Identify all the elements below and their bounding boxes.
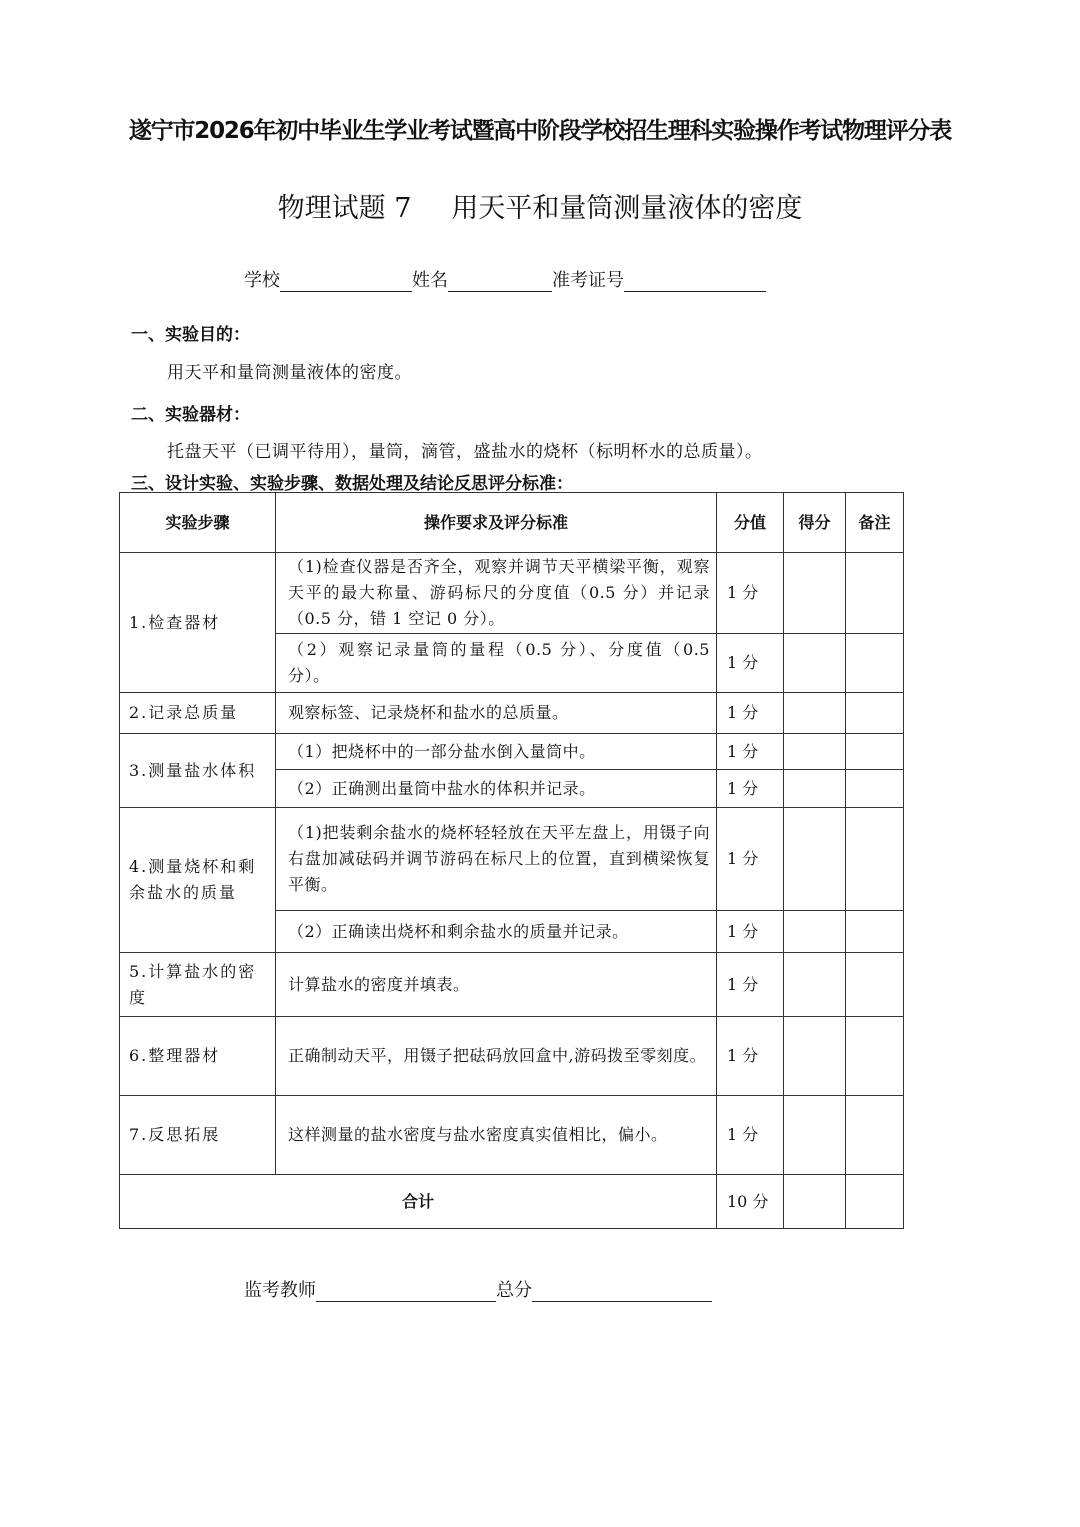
step-cell: 1.检查器材 [120,553,276,693]
header-remarks: 备注 [846,493,904,553]
requirement-cell: （1)把装剩余盐水的烧杯轻轻放在天平左盘上，用镊子向右盘加减砝码并调节游码在标尺上的位置，直到横梁恢复平衡。 [276,808,717,911]
points-cell: 1 分 [717,553,784,634]
points-cell: 1 分 [717,953,784,1017]
remarks-cell[interactable] [846,911,904,953]
step-cell: 5.计算盐水的密度 [120,953,276,1017]
score-cell[interactable] [784,911,846,953]
score-cell[interactable] [784,693,846,734]
equipment-text: 托盘天平（已调平待用），量筒，滴管，盛盐水的烧杯（标明杯水的总质量）。 [167,442,763,462]
table-row [120,808,904,911]
remarks-cell[interactable] [846,1017,904,1096]
remarks-cell[interactable] [846,953,904,1017]
equipment-heading: 二、实验器材： [131,405,250,425]
score-cell[interactable] [784,1017,846,1096]
requirement-cell: （2）正确测出量筒中盐水的体积并记录。 [276,770,717,808]
table-header-row [120,493,904,553]
purpose-heading: 一、实验目的： [131,325,250,345]
requirement-cell: 计算盐水的密度并填表。 [276,953,717,1017]
requirement-cell: （1）把烧杯中的一部分盐水倒入量筒中。 [276,734,717,770]
exam-subtitle [0,186,1080,225]
total-label: 合计 [120,1175,717,1229]
table-row [120,693,904,734]
remarks-cell[interactable] [846,1096,904,1175]
table-row [120,953,904,1017]
table-row [120,553,904,634]
total-points: 10 分 [717,1175,784,1229]
points-cell: 1 分 [717,770,784,808]
header-requirement: 操作要求及评分标准 [276,493,717,553]
header-points: 分值 [717,493,784,553]
score-cell[interactable] [784,953,846,1017]
requirement-cell: 这样测量的盐水密度与盐水密度真实值相比，偏小。 [276,1096,717,1175]
requirement-cell: 正确制动天平，用镊子把砝码放回盒中,游码拨至零刻度。 [276,1017,717,1096]
name-blank[interactable] [448,271,552,292]
points-cell: 1 分 [717,1017,784,1096]
proctor-blank[interactable] [316,1281,496,1302]
remarks-cell[interactable] [846,634,904,693]
step-cell: 7.反思拓展 [120,1096,276,1175]
points-cell: 1 分 [717,693,784,734]
total-score-blank[interactable] [532,1281,712,1302]
subtitle-topic: 用天平和量筒测量液体的密度 [451,193,803,224]
remarks-cell[interactable] [846,693,904,734]
remarks-cell[interactable] [846,808,904,911]
table-row [120,1017,904,1096]
requirement-cell: 观察标签、记录烧杯和盐水的总质量。 [276,693,717,734]
total-score-cell[interactable] [784,1175,846,1229]
exam-id-blank[interactable] [624,271,766,292]
scoring-table [119,492,904,1229]
remarks-cell[interactable] [846,553,904,634]
exam-id-label: 准考证号 [552,270,624,291]
points-cell: 1 分 [717,634,784,693]
table-row [120,734,904,770]
subtitle-number: 物理试题 7 [277,193,412,224]
proctor-label: 监考教师 [244,1280,316,1301]
criteria-heading: 三、设计实验、实验步骤、数据处理及结论反思评分标准： [131,474,573,494]
score-cell[interactable] [784,770,846,808]
school-blank[interactable] [280,271,412,292]
header-score: 得分 [784,493,846,553]
step-cell: 3.测量盐水体积 [120,734,276,808]
remarks-cell[interactable] [846,770,904,808]
score-cell[interactable] [784,734,846,770]
score-cell[interactable] [784,1096,846,1175]
name-label: 姓名 [412,270,448,291]
score-cell[interactable] [784,553,846,634]
student-info-line [244,266,766,292]
points-cell: 1 分 [717,1096,784,1175]
requirement-cell: （1)检查仪器是否齐全，观察并调节天平横梁平衡，观察天平的最大称量、游码标尺的分度值（0.5 分）并记录（0.5 分，错 1 空记 0 分）。 [276,553,717,634]
requirement-cell: （2）观察记录量筒的量程（0.5 分）、分度值（0.5 分）。 [276,634,717,693]
total-score-label: 总分 [496,1280,532,1301]
step-cell: 4.测量烧杯和剩余盐水的质量 [120,808,276,953]
header-step: 实验步骤 [120,493,276,553]
step-cell: 6.整理器材 [120,1017,276,1096]
points-cell: 1 分 [717,734,784,770]
score-cell[interactable] [784,808,846,911]
total-remarks-cell[interactable] [846,1175,904,1229]
total-row [120,1175,904,1229]
table-row [120,1096,904,1175]
points-cell: 1 分 [717,911,784,953]
form-title: 遂宁市2026年初中毕业生学业考试暨高中阶段学校招生理科实验操作考试物理评分表 [128,118,952,144]
purpose-text: 用天平和量筒测量液体的密度。 [167,363,412,383]
step-cell: 2.记录总质量 [120,693,276,734]
signature-line [244,1276,712,1302]
points-cell: 1 分 [717,808,784,911]
requirement-cell: （2）正确读出烧杯和剩余盐水的质量并记录。 [276,911,717,953]
score-cell[interactable] [784,634,846,693]
remarks-cell[interactable] [846,734,904,770]
school-label: 学校 [244,270,280,291]
